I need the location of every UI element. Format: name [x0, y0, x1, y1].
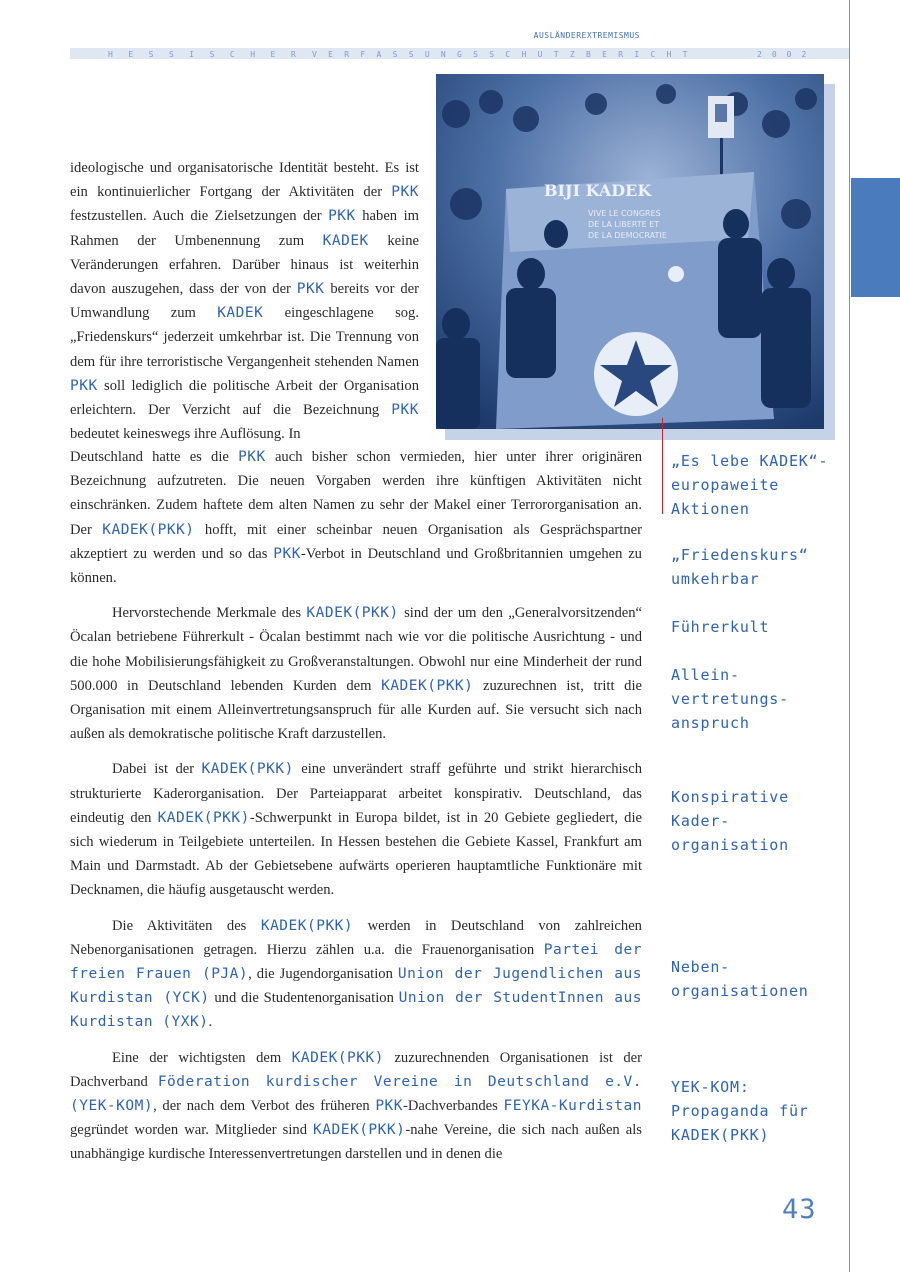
org-name: KADEK(PKK)	[313, 1122, 406, 1139]
banner-title: BIJI KADEK	[544, 181, 652, 200]
paragraph-3: Dabei ist der KADEK(PKK) eine unverändert straff geführte und strikt hierarchisch strukturierte Kaderorganisation. Der Parteiapparat arbeitet konspirativ. Deutschland, das eindeutig den KADEK(PKK)-Schwerpunkt in Europa bildet, ist in 20 Gebiete gegliedert, die sich wiederum in Teilgebiete unterteilen. In Hessen bestehen die Gebiete Kassel, Frankfurt am Main und Darmstadt. Ab der Gebietsebene aufwärts operieren hauptamtliche Funktionäre mit Decknamen, die häufig ausgetauscht werden.	[70, 761, 642, 899]
org-name: KADEK(PKK)	[157, 809, 250, 826]
margin-note-leader-cult: Führerkult	[671, 618, 770, 636]
margin-note-peace-course: „Friedenskurs“ umkehrbar	[671, 546, 809, 589]
org-name: KADEK(PKK)	[381, 677, 474, 694]
page-number: 43	[782, 1194, 817, 1225]
margin-note-cadre-organisation: Konspirative Kader- organisation	[671, 788, 789, 855]
margin-note-sub-organisations: Neben- organisationen	[671, 958, 809, 1001]
body-column-full	[70, 445, 642, 1167]
org-name: KADEK(PKK)	[291, 1049, 384, 1066]
org-name: KADEK	[217, 305, 264, 322]
org-name: PKK	[70, 377, 98, 394]
demonstration-photo	[436, 74, 824, 429]
org-name: PKK	[296, 281, 325, 298]
org-name: KADEK(PKK)	[201, 761, 294, 778]
paragraph-5: Eine der wichtigsten dem KADEK(PKK) zuzurechnenden Organisationen ist der Dachverband Föderation kurdischer Vereine in Deutschland e.V. (YEK-KOM), der nach dem Verbot des früheren PKK-Dachverbandes FEYKA-Kurdistan gegründet worden war. Mitglieder sind KADEK(PKK)-nahe Vereine, die sich nach außen als unabhängige kurdische Interessenvertretungen darstellen und in denen die	[70, 1049, 642, 1163]
chapter-tab	[851, 178, 900, 297]
running-header-title: VERFASSUNGSSCHUTZBERICHT	[312, 50, 699, 59]
running-header-year: 2002	[757, 50, 817, 59]
body-column-top	[70, 156, 419, 446]
margin-note-kadek-actions: „Es lebe KADEK“- europaweite Aktionen	[671, 452, 829, 519]
banner-line-2: DE LA LIBERTE ET	[588, 220, 660, 229]
org-name: KADEK(PKK)	[260, 917, 354, 934]
org-name: Partei der freien Frauen (PJA)	[70, 941, 642, 983]
banner-line-1: VIVE LE CONGRES	[588, 209, 661, 218]
paragraph-1-start: ideologische und organisatorische Identität besteht. Es ist ein kontinuierlicher Fortgang der Aktivitäten der PKK festzustellen. Auch die Zielsetzungen der PKK haben im Rahmen der Umbenennung zum KADEK keine Veränderungen erfahren. Darüber hinaus ist weiterhin davon auszugehen, dass der von der PKK bereits vor der Umwandlung zum KADEK eingeschlagene sog. „Friedenskurs“ jederzeit umkehrbar ist. Die Trennung von dem für ihre terroristische Vergangenheit stehenden Namen PKK soll lediglich die politische Arbeit der Organisation erleichtern. Der Verzicht auf die Bezeichnung PKK bedeutet keineswegs ihre Auflösung. In	[70, 160, 420, 443]
margin-note-sole-representation: Allein- vertretungs- anspruch	[671, 666, 789, 733]
org-name: PKK	[391, 184, 419, 201]
org-name: PKK	[273, 545, 301, 562]
page-edge-rule	[849, 0, 850, 1272]
margin-rule	[662, 418, 663, 514]
org-name: KADEK	[322, 232, 369, 249]
paragraph-4: Die Aktivitäten des KADEK(PKK) werden in Deutschland von zahlreichen Nebenorganisationen getragen. Hierzu zählen u.a. die Frauenorganisation Partei der freien Frauen (PJA), die Jugendorganisation Union der Jugendlichen aus Kurdistan (YCK) und die Studentenorganisation Union der StudentInnen aus Kurdistan (YXK).	[70, 917, 642, 1031]
section-header: AUSLÄNDEREXTREMISMUS	[533, 31, 640, 40]
org-name: PKK	[238, 449, 266, 465]
org-name: Föderation kurdischer Vereine in Deutschland e.V. (YEK-KOM)	[70, 1073, 642, 1115]
org-name: FEYKA-Kurdistan	[503, 1098, 642, 1115]
org-name: Union der StudentInnen aus Kurdistan (YXK)	[70, 990, 642, 1031]
org-name: PKK	[375, 1098, 404, 1115]
margin-note-yek-kom: YEK-KOM: Propaganda für KADEK(PKK)	[671, 1078, 809, 1145]
banner-line-3: DE LA DEMOCRATIE	[588, 231, 667, 240]
org-name: KADEK(PKK)	[306, 605, 399, 622]
org-name: PKK	[391, 402, 419, 419]
org-name: Union der Jugendlichen aus Kurdistan (YCK)	[70, 966, 642, 1007]
paragraph-1-continued: Deutschland hatte es die PKK auch bisher schon vermieden, hier unter ihrer originären Bezeichnung aufzutreten. Die neuen Vorgaben werden ihre künftigen Aktivitäten nicht einschränken. Zudem haftete dem alten Namen zu sehr der Makel einer Terrororganisation an. Der KADEK(PKK) hofft, mit einer scheinbar neuen Organisation als Gesprächspartner akzeptiert zu werden und so das PKK-Verbot in Deutschland und Großbritannien umgehen zu können.	[70, 449, 642, 587]
paragraph-2: Hervorstechende Merkmale des KADEK(PKK) sind der um den „Generalvorsitzenden“ Öcalan betriebene Führerkult - Öcalan bestimmt nach wie vor die politische Ausrichtung - und die hohe Mobilisierungsfähigkeit zu Großveranstaltungen. Obwohl nur eine Minderheit der rund 500.000 in Deutschland lebenden Kurden dem KADEK(PKK) zuzurechnen ist, tritt die Organisation mit einem Alleinvertretungsanspruch für alle Kurden auf. Sie versucht sich nach außen als demokratische politische Kraft darzustellen.	[70, 605, 643, 743]
org-name: PKK	[328, 208, 356, 225]
org-name: KADEK(PKK)	[102, 521, 195, 538]
running-header-left: HESSISCHER	[108, 50, 312, 59]
